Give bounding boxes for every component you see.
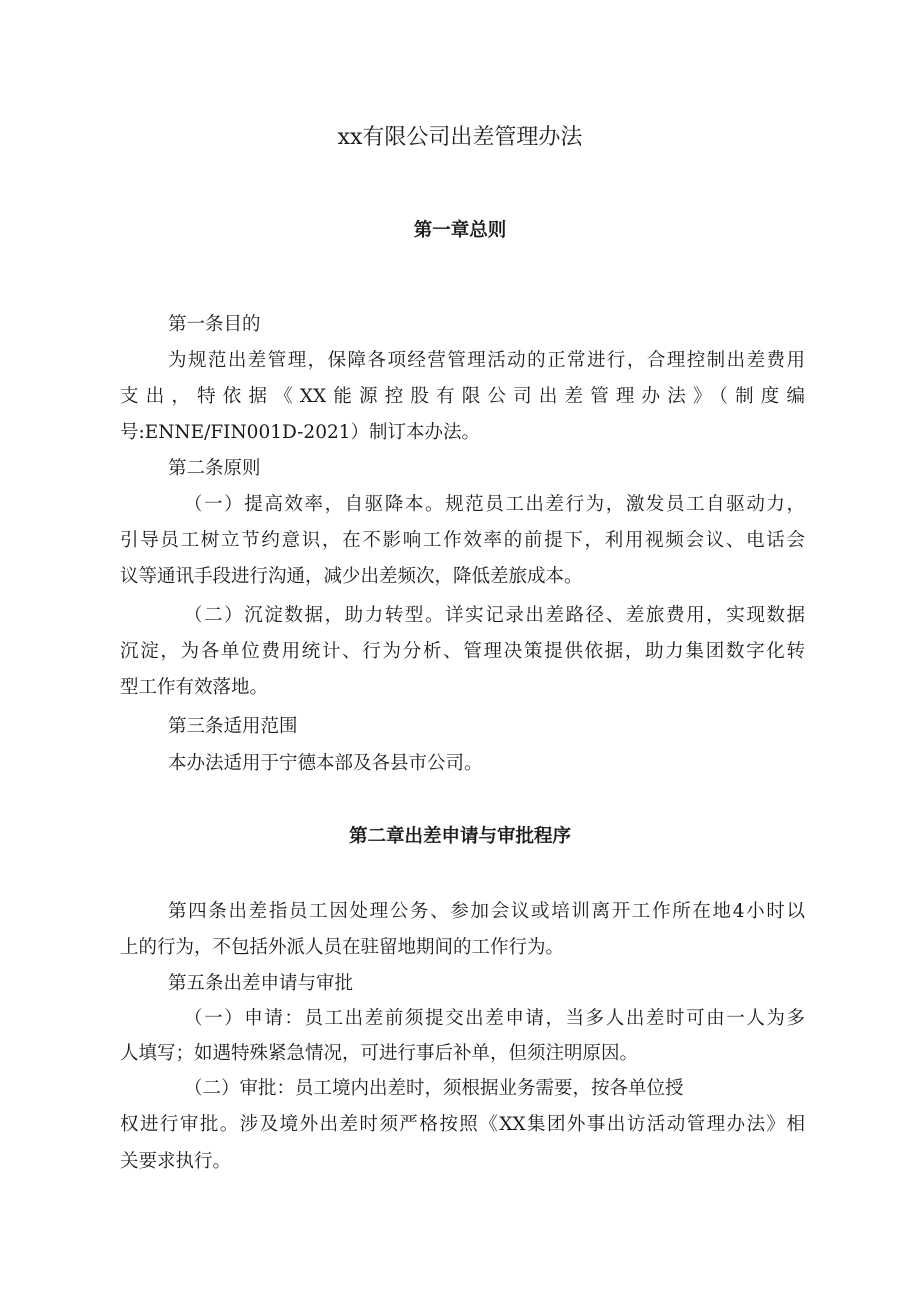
article-4-line: 上的行为，不包括外派人员在驻留地期间的工作行为。 [120,937,565,958]
article-1-heading: 第一条目的 [168,314,261,335]
article-2-paragraph-1-line: 引导员工树立节约意识，在不影响工作效率的前提下，利用视频会议、电话会 [120,530,805,551]
article-5-paragraph-1-line: （一）申请：员工出差前须提交出差申请，当多人出差时可由一人为多 [184,1008,805,1029]
document-title: xx有限公司出差管理办法 [337,125,583,150]
article-5-paragraph-2-line: （二）审批：员工境内出差时，须根据业务需要，按各单位授 [184,1078,684,1099]
article-4-line: 第四条出差指员工因处理公务、参加会议或培训离开工作所在地4小时以 [168,901,805,922]
article-5-heading: 第五条出差申请与审批 [168,973,354,994]
article-2-heading: 第二条原则 [168,458,261,479]
article-1-line: 为规范出差管理，保障各项经营管理活动的正常进行，合理控制出差费用 [168,350,805,371]
article-3-heading: 第三条适用范围 [168,716,298,737]
article-5-paragraph-2-line: 权进行审批。涉及境外出差时须严格按照《XX集团外事出访活动管理办法》相 [120,1114,805,1135]
chapter-1-heading: 第一章总则 [413,220,507,241]
article-5-paragraph-2-line: 关要求执行。 [120,1151,232,1172]
article-1-line: 支出，特依据《XX能源控股有限公司出差管理办法》（制度编 [120,386,805,407]
article-2-paragraph-2-line: 沉淀，为各单位费用统计、行为分析、管理决策提供依据，助力集团数字化转 [120,641,805,662]
article-2-paragraph-1-line: （一）提高效率，自驱降本。规范员工出差行为，激发员工自驱动力， [184,494,805,515]
article-2-paragraph-2-line: 型工作有效落地。 [120,677,269,698]
article-1-line: 号:ENNE/FIN001D-2021）制订本办法。 [120,422,481,443]
article-5-paragraph-1-line: 人填写；如遇特殊紧急情况，可进行事后补单，但须注明原因。 [120,1043,639,1064]
article-2-paragraph-2-line: （二）沉淀数据，助力转型。详实记录出差路径、差旅费用，实现数据 [184,605,805,626]
article-3-text: 本办法适用于宁德本部及各县市公司。 [168,753,483,774]
article-2-paragraph-1-line: 议等通讯手段进行沟通，减少出差频次，降低差旅成本。 [120,566,583,587]
chapter-2-heading: 第二章出差申请与审批程序 [348,826,571,847]
